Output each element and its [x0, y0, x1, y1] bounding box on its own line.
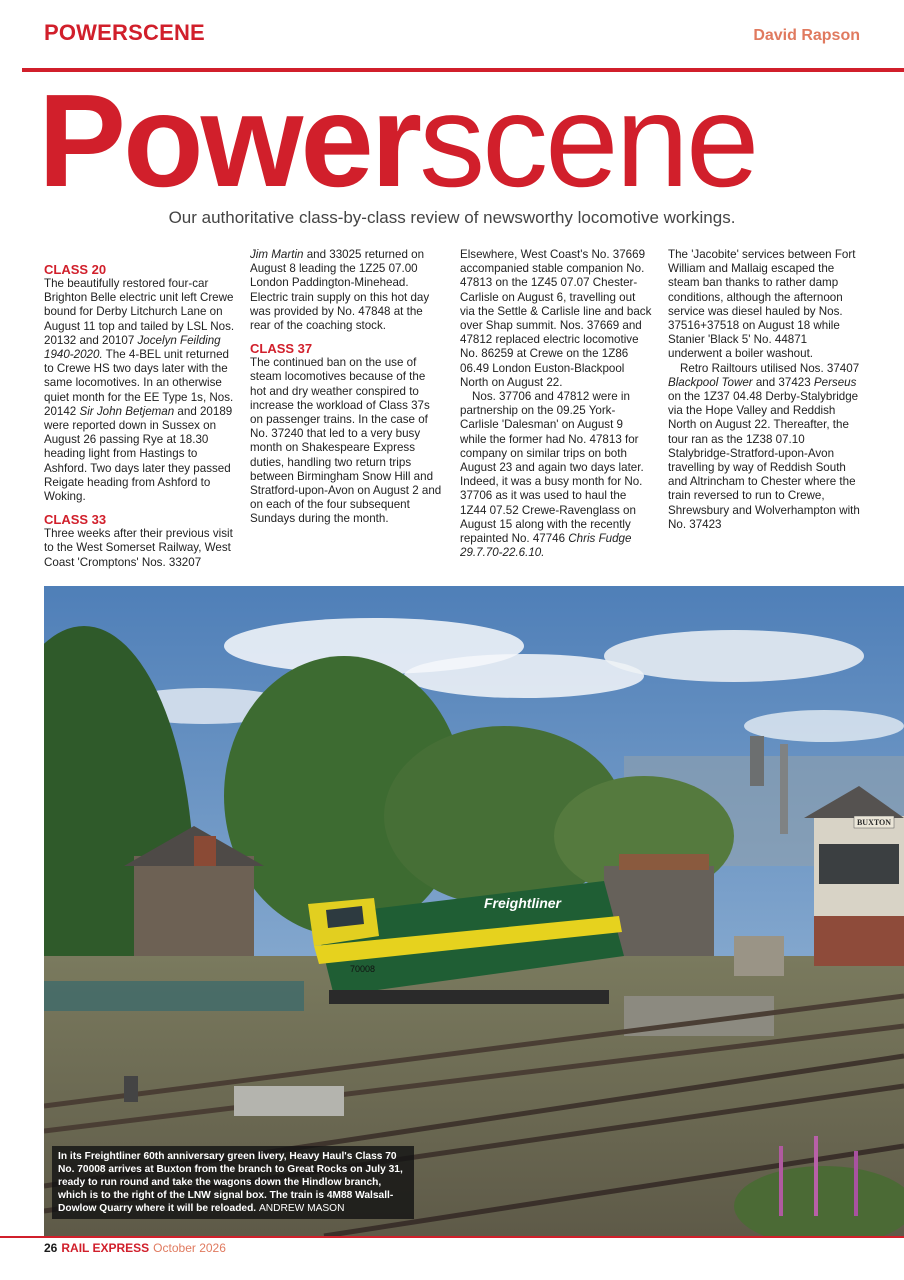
footer-rule — [0, 1236, 904, 1238]
page-header — [0, 0, 904, 72]
article-columns — [44, 248, 860, 578]
locomotive-number: 70008 — [350, 964, 376, 974]
willowherb — [779, 1146, 783, 1216]
class-37-heading: CLASS 37 — [250, 341, 313, 357]
magazine-name: RAIL EXPRESS — [61, 1241, 150, 1255]
willowherb — [854, 1151, 858, 1216]
concrete-blocks — [234, 1086, 344, 1116]
column-2 — [250, 247, 442, 578]
cloud — [604, 630, 864, 682]
chimney — [194, 836, 216, 866]
issue-date: October 2026 — [153, 1241, 226, 1255]
ballast-wagons — [604, 866, 714, 956]
class-20-heading: CLASS 20 — [44, 262, 107, 277]
author-name: David Rapson — [753, 27, 860, 44]
column-4 — [668, 247, 860, 578]
class-33-paragraph: Three weeks after their previous visit to the West Somerset Railway, West Coast 'Cromptons' Nos. 33207 — [44, 527, 233, 569]
column-1 — [44, 262, 236, 578]
signal-box-brick — [814, 916, 904, 966]
photo-credit: ANDREW MASON — [258, 1203, 345, 1214]
masthead-bold: Power — [38, 67, 420, 214]
signal-box-label: BUXTON — [856, 818, 892, 827]
trackside-post — [124, 1076, 138, 1102]
class-37-paragraph-3-cont: The 'Jacobite' services between Fort William and Mallaig escaped the steam ban thanks to rather damp conditions, although the afternoon service was diesel hauled by Nos. 37516+37518 on August 18 while Stanier 'Black 5' No. 44871 underwent a boiler washout. — [668, 248, 856, 361]
photo-caption: In its Freightliner 60th anniversary green livery, Heavy Haul's Class 70 No. 70008 arrives at Buxton from the branch to Great Rocks on July 31, ready to run round and take the wagons down the Hindlow branch, which is to the right of the LNW signal box. The train is 4M88 Walsall-Dowlow Quarry where it will be reloaded. ANDREW MASON — [52, 1146, 414, 1219]
lamp-mast — [780, 744, 788, 834]
photo-illustration — [44, 586, 904, 1236]
class-33-paragraph-cont: Jim Martin and 33025 returned on August 8 leading the 1Z25 07.00 London Paddington-Minehead. Electric train supply on this hot day was provided by No. 47848 at the rear of the coaching stock. — [250, 248, 430, 333]
class-37-paragraph-4: Retro Railtours utilised Nos. 37407 Blackpool Tower and 37423 Perseus on the 1Z37 04.48 Derby-Stalybridge via the Hope Valley and Reddish North on August 22. Thereafter, the tour ran as the 1Z38 07.10 Stalybridge-Stratford-upon-Avon travelling by way of Reddish South and Altrincham to Chester where the train reversed to run to Crewe, Shrewsbury and Wolverhampton with No. 37423 — [668, 361, 860, 531]
fence — [44, 981, 304, 1011]
masthead-light: scene — [419, 67, 757, 214]
bogies — [329, 990, 609, 1004]
masthead-tagline: Our authoritative class-by-class review of newsworthy locomotive workings. — [168, 208, 736, 227]
class-37-paragraph-2: Elsewhere, West Coast's No. 37669 accompanied stable companion No. 47813 on the 1Z45 07.07 Chester-Carlisle on August 6, travelling out via the Settle & Carlisle line and back over Shap summit. Nos. 37669 and 47812 replaced electric locomotive No. 86259 at Crewe on the 1Z86 06.49 London Euston-Blackpool North on August 22. — [460, 248, 652, 389]
section-name: POWERSCENE — [44, 20, 205, 45]
page-footer — [44, 1241, 226, 1255]
page-number: 26 — [44, 1241, 58, 1255]
cabinet — [734, 936, 784, 976]
column-3 — [460, 247, 652, 578]
class-37-paragraph-3: Nos. 37706 and 47812 were in partnership on the 09.25 York-Carlisle 'Dalesman' on August 9 while the former had No. 47813 for company on similar trips on both August 23 and again two days later. Indeed, it was a busy month for No. 37706 as it was used to haul the 1Z44 07.52 Crewe-Ravenglass on August 15 along with the recently repainted No. 47746 Chris Fudge 29.7.70-22.6.10. — [460, 390, 644, 560]
feature-photo — [44, 586, 904, 1236]
signal-box-windows — [819, 844, 899, 884]
class-20-paragraph: The beautifully restored four-car Brighton Belle electric unit left Crewe bound for Derby Litchurch Lane on August 11 top and tailed by LSL Nos. 20132 and 20107 Jocelyn Feilding 1940-2020. The 4-BEL unit returned to Crewe HS two days later with the same locomotives. In an otherwise quiet month for the EE Type 1s, Nos. 20142 Sir John Betjeman and 20189 were reported down in Sussex on August 26 passing Rye at 18.30 heading light from Hastings to Ashford. Two days later they passed Reigate heading from Ashford to Woking. — [44, 277, 235, 504]
class-37-paragraph-1: The continued ban on the use of steam locomotives because of the hot and dry weather conspired to increase the workload of Class 37s on passenger trains. In the case of No. 37240 that led to a very busy month on Shakespeare Express duties, handling two return trips between Birmingham Snow Hill and Stratford-upon-Avon on August 2 and on each of the four subsequent Sundays during the month. — [250, 356, 442, 526]
locomotive-brand: Freightliner — [484, 895, 562, 911]
willowherb — [814, 1136, 818, 1216]
class-33-heading: CLASS 33 — [44, 512, 107, 528]
masthead-title — [38, 66, 756, 216]
cloud — [744, 710, 904, 742]
wagon-top — [619, 854, 709, 870]
church-tower — [750, 736, 764, 786]
